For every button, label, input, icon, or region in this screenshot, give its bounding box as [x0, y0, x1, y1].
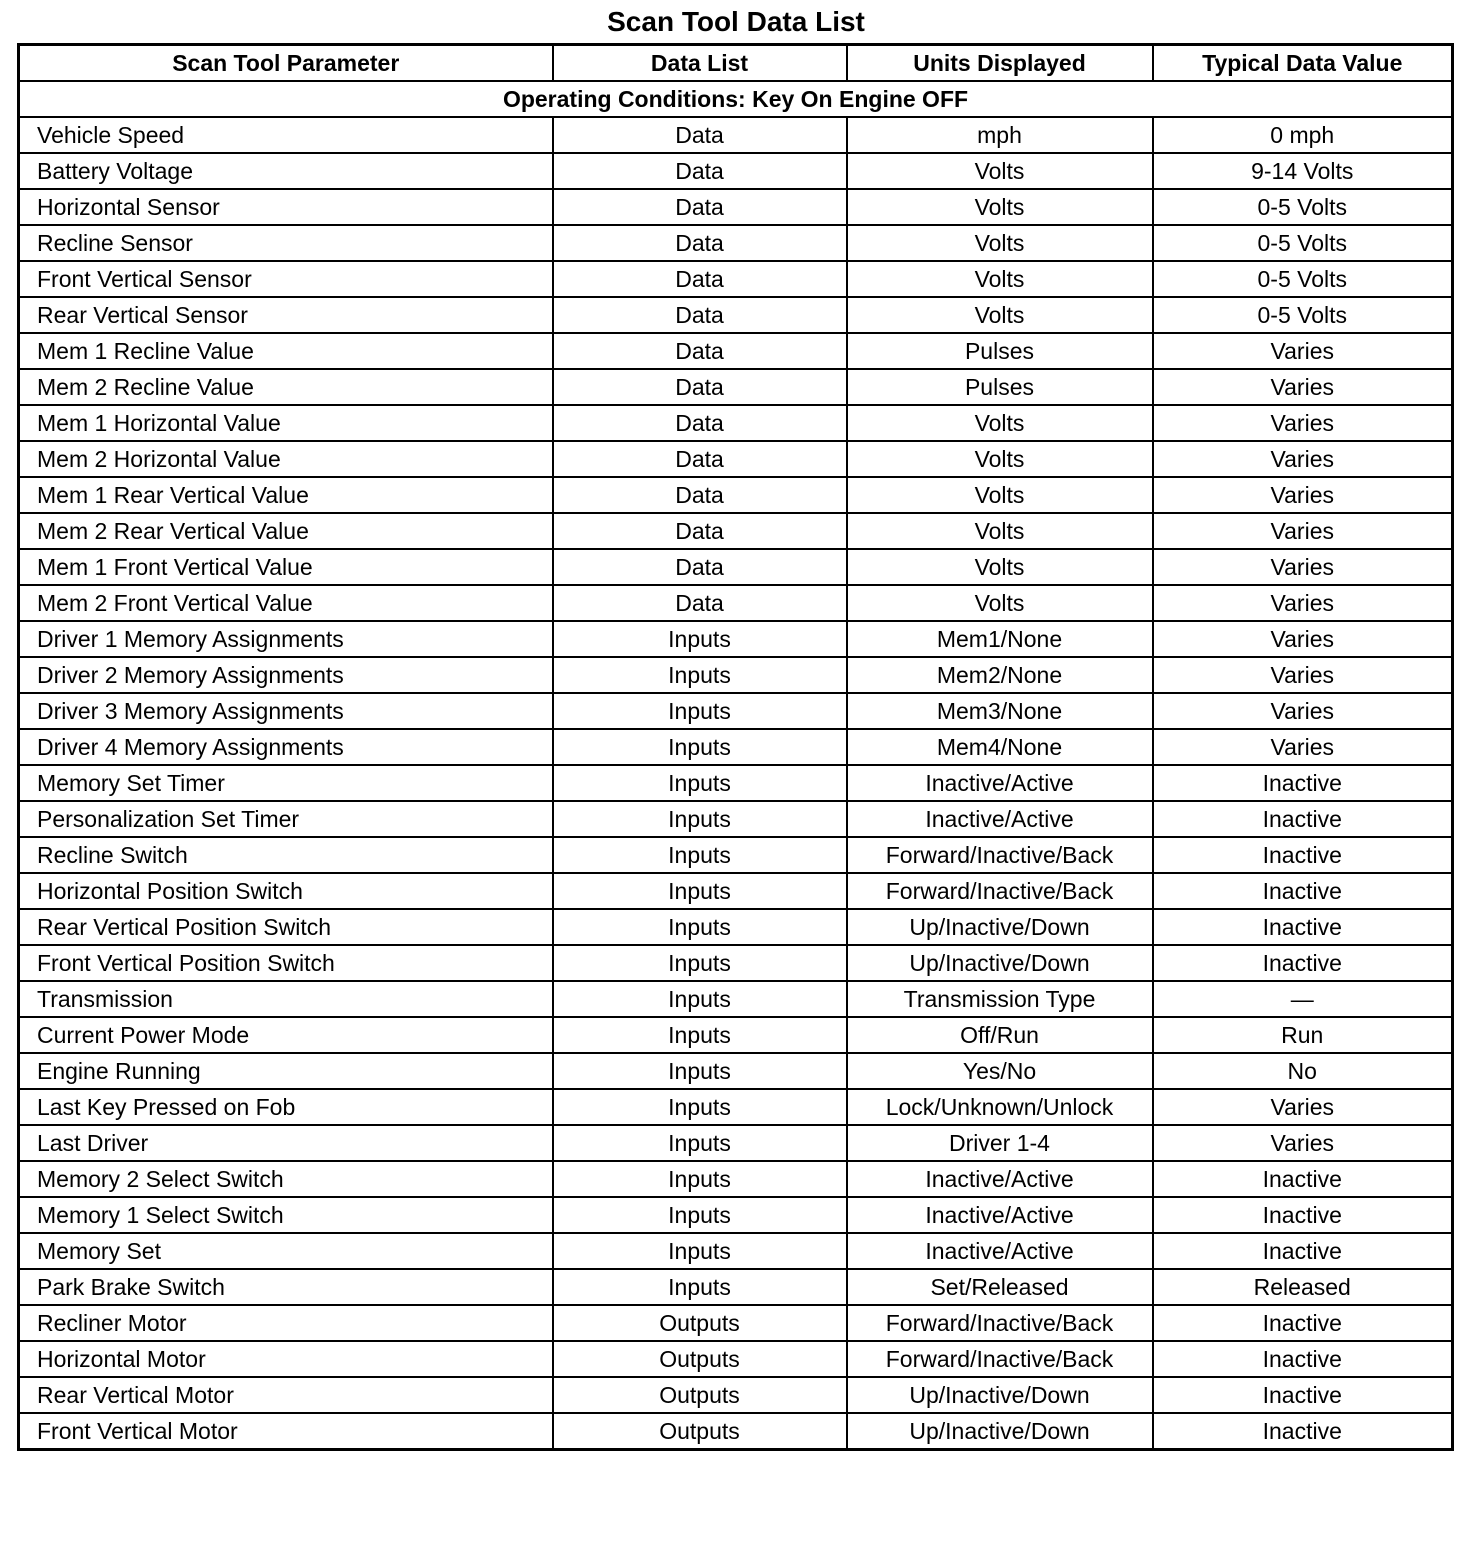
header-units-displayed: Units Displayed: [847, 45, 1153, 82]
table-row: [19, 261, 1453, 297]
cell-typical-value: Varies: [1153, 513, 1453, 549]
cell-typical-value: Inactive: [1153, 765, 1453, 801]
table-row: [19, 657, 1453, 693]
table-row: [19, 1377, 1453, 1413]
cell-units-displayed: Mem2/None: [847, 657, 1153, 693]
cell-typical-value: Released: [1153, 1269, 1453, 1305]
table-row: [19, 549, 1453, 585]
cell-parameter: Park Brake Switch: [19, 1269, 553, 1305]
cell-parameter: Vehicle Speed: [19, 117, 553, 153]
cell-data-list: Data: [553, 261, 847, 297]
cell-typical-value: Inactive: [1153, 945, 1453, 981]
cell-data-list: Outputs: [553, 1305, 847, 1341]
table-row: [19, 369, 1453, 405]
cell-units-displayed: Inactive/Active: [847, 1197, 1153, 1233]
cell-units-displayed: Yes/No: [847, 1053, 1153, 1089]
cell-typical-value: Inactive: [1153, 909, 1453, 945]
cell-typical-value: Inactive: [1153, 801, 1453, 837]
cell-parameter: Horizontal Position Switch: [19, 873, 553, 909]
cell-typical-value: Varies: [1153, 405, 1453, 441]
cell-data-list: Inputs: [553, 837, 847, 873]
table-row: [19, 729, 1453, 765]
cell-typical-value: Inactive: [1153, 873, 1453, 909]
cell-parameter: Front Vertical Sensor: [19, 261, 553, 297]
cell-typical-value: Varies: [1153, 693, 1453, 729]
table-row: [19, 441, 1453, 477]
cell-units-displayed: Volts: [847, 261, 1153, 297]
cell-typical-value: Varies: [1153, 585, 1453, 621]
cell-typical-value: Inactive: [1153, 1305, 1453, 1341]
cell-data-list: Inputs: [553, 909, 847, 945]
cell-parameter: Rear Vertical Sensor: [19, 297, 553, 333]
cell-parameter: Memory Set: [19, 1233, 553, 1269]
cell-units-displayed: Volts: [847, 549, 1153, 585]
cell-data-list: Inputs: [553, 1161, 847, 1197]
cell-data-list: Inputs: [553, 765, 847, 801]
cell-units-displayed: Up/Inactive/Down: [847, 909, 1153, 945]
cell-units-displayed: Pulses: [847, 333, 1153, 369]
cell-units-displayed: Forward/Inactive/Back: [847, 1305, 1153, 1341]
table-row: [19, 189, 1453, 225]
cell-units-displayed: Off/Run: [847, 1017, 1153, 1053]
table-row: [19, 477, 1453, 513]
cell-parameter: Memory Set Timer: [19, 765, 553, 801]
cell-data-list: Inputs: [553, 945, 847, 981]
cell-data-list: Data: [553, 441, 847, 477]
cell-parameter: Last Driver: [19, 1125, 553, 1161]
table-row: [19, 1269, 1453, 1305]
table-row: [19, 693, 1453, 729]
cell-data-list: Inputs: [553, 981, 847, 1017]
cell-typical-value: 0-5 Volts: [1153, 189, 1453, 225]
cell-typical-value: 9-14 Volts: [1153, 153, 1453, 189]
cell-data-list: Inputs: [553, 1017, 847, 1053]
cell-data-list: Inputs: [553, 1269, 847, 1305]
cell-data-list: Inputs: [553, 621, 847, 657]
cell-units-displayed: Forward/Inactive/Back: [847, 873, 1153, 909]
table-row: [19, 1053, 1453, 1089]
cell-units-displayed: Set/Released: [847, 1269, 1153, 1305]
cell-typical-value: Varies: [1153, 369, 1453, 405]
cell-units-displayed: Mem3/None: [847, 693, 1153, 729]
table-row: [19, 297, 1453, 333]
cell-parameter: Battery Voltage: [19, 153, 553, 189]
header-row: [19, 45, 1453, 82]
cell-parameter: Engine Running: [19, 1053, 553, 1089]
cell-data-list: Inputs: [553, 1053, 847, 1089]
table-row: [19, 1233, 1453, 1269]
cell-data-list: Inputs: [553, 693, 847, 729]
cell-units-displayed: Volts: [847, 513, 1153, 549]
cell-data-list: Inputs: [553, 801, 847, 837]
cell-units-displayed: mph: [847, 117, 1153, 153]
cell-parameter: Driver 4 Memory Assignments: [19, 729, 553, 765]
cell-units-displayed: Up/Inactive/Down: [847, 945, 1153, 981]
cell-data-list: Data: [553, 117, 847, 153]
cell-parameter: Front Vertical Motor: [19, 1413, 553, 1450]
cell-typical-value: Inactive: [1153, 1197, 1453, 1233]
table-row: [19, 153, 1453, 189]
cell-parameter: Mem 1 Front Vertical Value: [19, 549, 553, 585]
cell-parameter: Mem 1 Horizontal Value: [19, 405, 553, 441]
cell-data-list: Outputs: [553, 1377, 847, 1413]
cell-typical-value: Varies: [1153, 441, 1453, 477]
cell-typical-value: Varies: [1153, 1089, 1453, 1125]
table-row: [19, 873, 1453, 909]
cell-typical-value: Varies: [1153, 621, 1453, 657]
cell-parameter: Driver 1 Memory Assignments: [19, 621, 553, 657]
cell-parameter: Last Key Pressed on Fob: [19, 1089, 553, 1125]
table-row: [19, 1305, 1453, 1341]
table-row: [19, 585, 1453, 621]
table-row: [19, 117, 1453, 153]
cell-units-displayed: Volts: [847, 441, 1153, 477]
table-row: [19, 801, 1453, 837]
header-typical-data-value: Typical Data Value: [1153, 45, 1453, 82]
cell-parameter: Rear Vertical Position Switch: [19, 909, 553, 945]
cell-parameter: Driver 3 Memory Assignments: [19, 693, 553, 729]
section-heading: Operating Conditions: Key On Engine OFF: [19, 81, 1453, 117]
table-row: [19, 1161, 1453, 1197]
cell-parameter: Recliner Motor: [19, 1305, 553, 1341]
cell-units-displayed: Forward/Inactive/Back: [847, 1341, 1153, 1377]
cell-typical-value: Varies: [1153, 729, 1453, 765]
cell-data-list: Data: [553, 225, 847, 261]
cell-typical-value: Inactive: [1153, 1413, 1453, 1450]
cell-data-list: Inputs: [553, 1197, 847, 1233]
cell-parameter: Horizontal Sensor: [19, 189, 553, 225]
cell-units-displayed: Inactive/Active: [847, 801, 1153, 837]
table-header: [19, 45, 1453, 82]
cell-data-list: Inputs: [553, 1233, 847, 1269]
cell-typical-value: Varies: [1153, 1125, 1453, 1161]
cell-data-list: Inputs: [553, 1089, 847, 1125]
cell-typical-value: Inactive: [1153, 837, 1453, 873]
scan-tool-data-table: [17, 43, 1454, 1451]
cell-typical-value: Inactive: [1153, 1233, 1453, 1269]
cell-units-displayed: Transmission Type: [847, 981, 1153, 1017]
table-body: [19, 81, 1453, 1450]
cell-parameter: Driver 2 Memory Assignments: [19, 657, 553, 693]
cell-typical-value: 0-5 Volts: [1153, 261, 1453, 297]
table-row: [19, 513, 1453, 549]
cell-parameter: Mem 1 Recline Value: [19, 333, 553, 369]
cell-typical-value: No: [1153, 1053, 1453, 1089]
cell-parameter: Memory 1 Select Switch: [19, 1197, 553, 1233]
cell-data-list: Outputs: [553, 1341, 847, 1377]
cell-units-displayed: Mem4/None: [847, 729, 1153, 765]
cell-data-list: Data: [553, 585, 847, 621]
cell-units-displayed: Volts: [847, 225, 1153, 261]
table-row: [19, 945, 1453, 981]
cell-typical-value: Varies: [1153, 477, 1453, 513]
table-row: [19, 621, 1453, 657]
cell-data-list: Inputs: [553, 657, 847, 693]
cell-parameter: Horizontal Motor: [19, 1341, 553, 1377]
cell-data-list: Data: [553, 189, 847, 225]
cell-data-list: Data: [553, 405, 847, 441]
table-row: [19, 225, 1453, 261]
cell-parameter: Mem 1 Rear Vertical Value: [19, 477, 553, 513]
section-row: [19, 81, 1453, 117]
table-row: [19, 1413, 1453, 1450]
table-row: [19, 1341, 1453, 1377]
cell-data-list: Data: [553, 153, 847, 189]
table-row: [19, 765, 1453, 801]
cell-typical-value: Run: [1153, 1017, 1453, 1053]
table-row: [19, 981, 1453, 1017]
cell-data-list: Data: [553, 333, 847, 369]
cell-typical-value: —: [1153, 981, 1453, 1017]
table-row: [19, 1197, 1453, 1233]
table-row: [19, 333, 1453, 369]
cell-typical-value: 0-5 Volts: [1153, 297, 1453, 333]
cell-typical-value: Varies: [1153, 657, 1453, 693]
cell-data-list: Inputs: [553, 873, 847, 909]
cell-units-displayed: Volts: [847, 297, 1153, 333]
cell-parameter: Transmission: [19, 981, 553, 1017]
cell-typical-value: Inactive: [1153, 1341, 1453, 1377]
cell-parameter: Recline Switch: [19, 837, 553, 873]
cell-parameter: Rear Vertical Motor: [19, 1377, 553, 1413]
cell-units-displayed: Forward/Inactive/Back: [847, 837, 1153, 873]
cell-data-list: Data: [553, 297, 847, 333]
table-row: [19, 1125, 1453, 1161]
cell-units-displayed: Up/Inactive/Down: [847, 1413, 1153, 1450]
cell-units-displayed: Inactive/Active: [847, 765, 1153, 801]
cell-typical-value: Inactive: [1153, 1161, 1453, 1197]
cell-parameter: Mem 2 Rear Vertical Value: [19, 513, 553, 549]
table-row: [19, 837, 1453, 873]
cell-units-displayed: Volts: [847, 153, 1153, 189]
cell-units-displayed: Driver 1-4: [847, 1125, 1153, 1161]
cell-data-list: Inputs: [553, 729, 847, 765]
cell-units-displayed: Up/Inactive/Down: [847, 1377, 1153, 1413]
cell-units-displayed: Lock/Unknown/Unlock: [847, 1089, 1153, 1125]
cell-units-displayed: Inactive/Active: [847, 1233, 1153, 1269]
cell-typical-value: 0-5 Volts: [1153, 225, 1453, 261]
cell-parameter: Personalization Set Timer: [19, 801, 553, 837]
cell-units-displayed: Volts: [847, 477, 1153, 513]
table-row: [19, 405, 1453, 441]
cell-typical-value: Varies: [1153, 333, 1453, 369]
cell-typical-value: Varies: [1153, 549, 1453, 585]
table-row: [19, 1089, 1453, 1125]
cell-units-displayed: Volts: [847, 585, 1153, 621]
page-title: Scan Tool Data List: [607, 6, 865, 37]
cell-units-displayed: Inactive/Active: [847, 1161, 1153, 1197]
table-row: [19, 1017, 1453, 1053]
cell-data-list: Data: [553, 513, 847, 549]
cell-data-list: Outputs: [553, 1413, 847, 1450]
cell-data-list: Data: [553, 369, 847, 405]
cell-parameter: Front Vertical Position Switch: [19, 945, 553, 981]
table-row: [19, 909, 1453, 945]
cell-parameter: Recline Sensor: [19, 225, 553, 261]
cell-parameter: Memory 2 Select Switch: [19, 1161, 553, 1197]
cell-data-list: Data: [553, 477, 847, 513]
cell-units-displayed: Volts: [847, 405, 1153, 441]
cell-data-list: Data: [553, 549, 847, 585]
cell-parameter: Mem 2 Horizontal Value: [19, 441, 553, 477]
cell-parameter: Mem 2 Recline Value: [19, 369, 553, 405]
header-data-list: Data List: [553, 45, 847, 82]
cell-units-displayed: Pulses: [847, 369, 1153, 405]
cell-units-displayed: Mem1/None: [847, 621, 1153, 657]
cell-typical-value: 0 mph: [1153, 117, 1453, 153]
cell-typical-value: Inactive: [1153, 1377, 1453, 1413]
cell-data-list: Inputs: [553, 1125, 847, 1161]
cell-parameter: Mem 2 Front Vertical Value: [19, 585, 553, 621]
cell-parameter: Current Power Mode: [19, 1017, 553, 1053]
header-scan-tool-parameter: Scan Tool Parameter: [19, 45, 553, 82]
cell-units-displayed: Volts: [847, 189, 1153, 225]
